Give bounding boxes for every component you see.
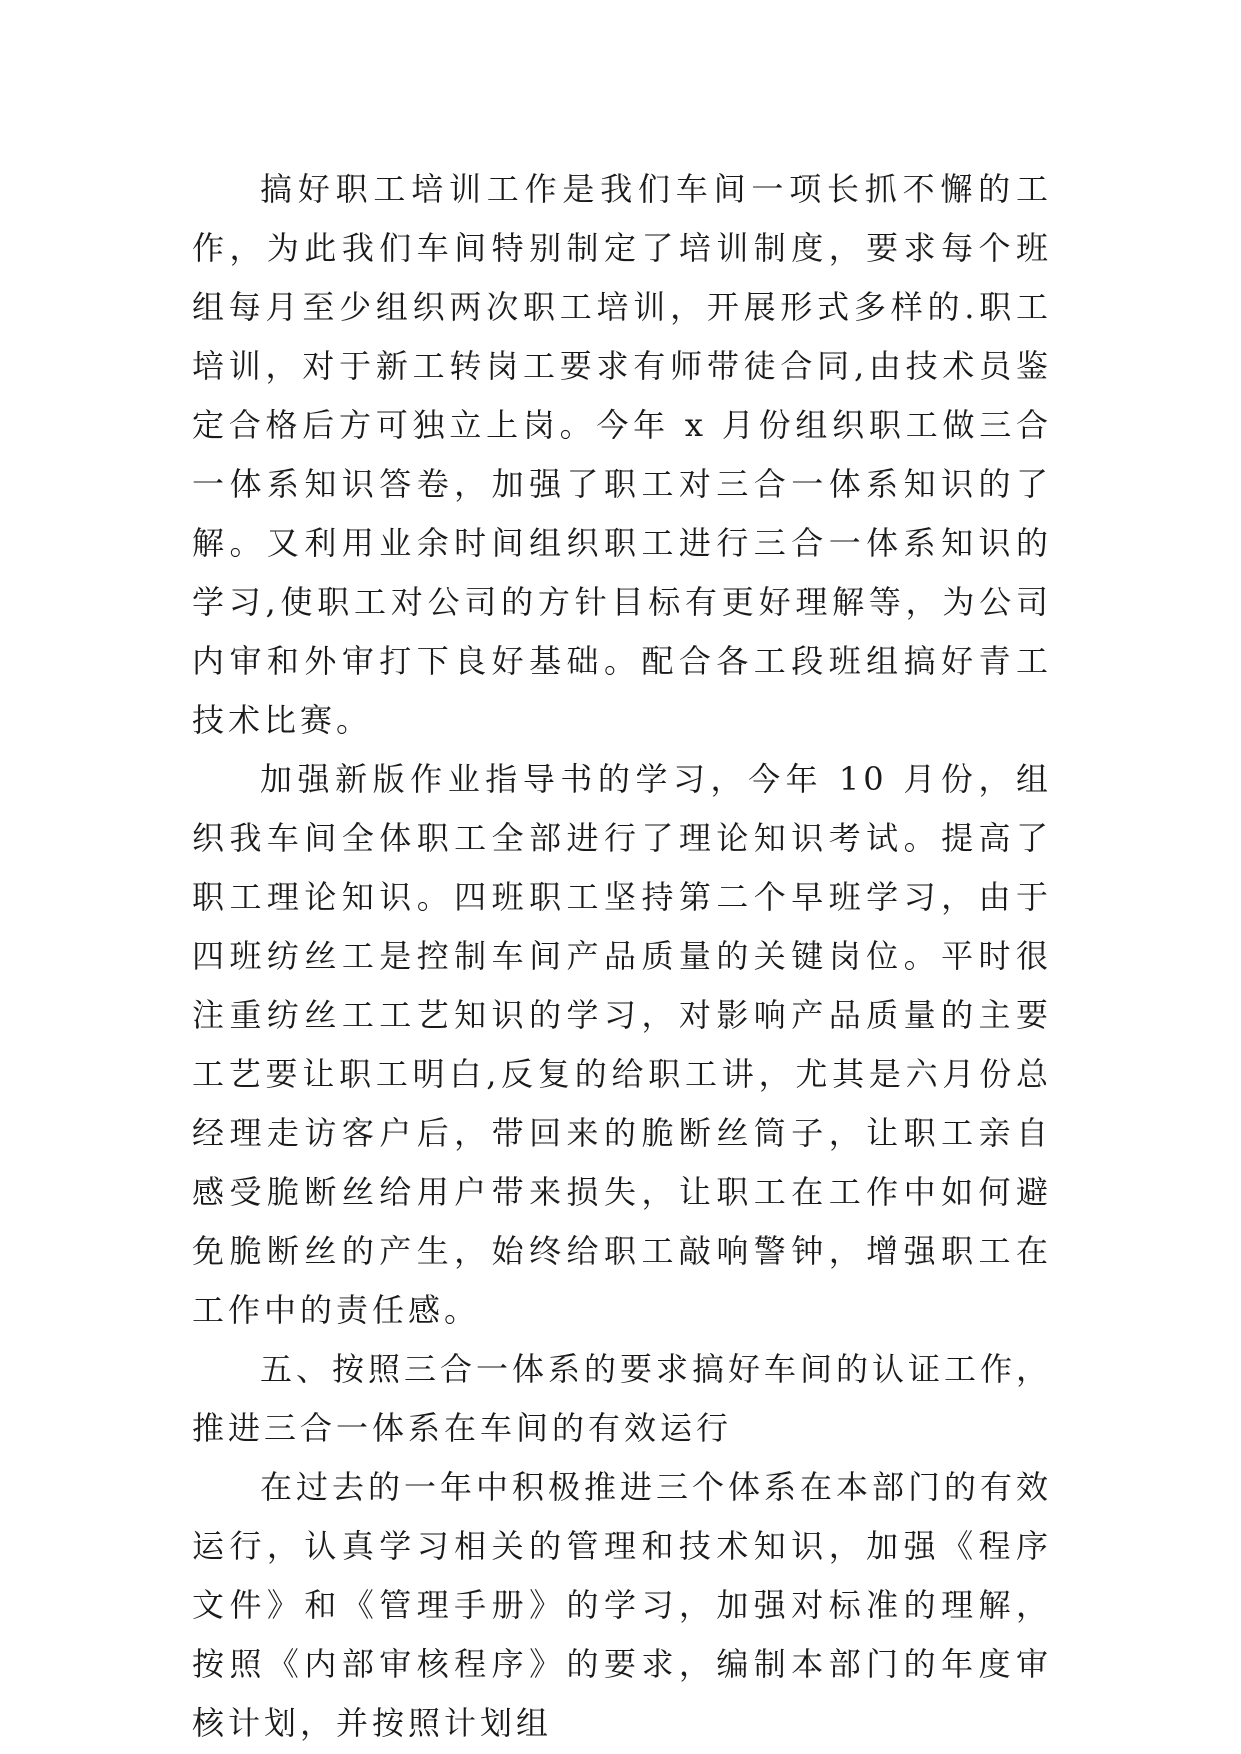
paragraph-work-instruction-study: 加强新版作业指导书的学习，今年 10 月份，组织我车间全体职工全部进行了理论知识考试。提高了职工理论知识。四班职工坚持第二个早班学习，由于四班纺丝工是控制车间产品质量的关键岗位。平时很注重纺丝工工艺知识的学习，对影响产品质量的主要工艺要让职工明白,反复的给职工讲，尤其是六月份总经理走访客户后，带回来的脆断丝筒子，让职工亲自感受脆断丝给用户带来损失，让职工在工作中如何避免脆断丝的产生，始终给职工敲响警钟，增强职工在工作中的责任感。 xyxy=(192,760,1052,1329)
section-heading-five: 五、按照三合一体系的要求搞好车间的认证工作，推进三合一体系在车间的有效运行 xyxy=(192,1350,1053,1447)
document-body xyxy=(192,160,1052,1753)
paragraph-staff-training: 搞好职工培训工作是我们车间一项长抓不懈的工作，为此我们车间特别制定了培训制度，要求每个班组每月至少组织两次职工培训，开展形式多样的.职工培训，对于新工转岗工要求有师带徒合同,由技术员鉴定合格后方可独立上岗。今年 x 月份组织职工做三合一体系知识答卷，加强了职工对三合一体系知识的了解。又利用业余时间组织职工进行三合一体系知识的学习,使职工对公司的方针目标有更好理解等，为公司内审和外审打下良好基础。配合各工段班组搞好青工技术比赛。 xyxy=(192,170,1052,739)
paragraph-system-operation: 在过去的一年中积极推进三个体系在本部门的有效运行，认真学习相关的管理和技术知识，加强《程序文件》和《管理手册》的学习，加强对标准的理解，按照《内部审核程序》的要求，编制本部门的年度审核计划，并按照计划组 xyxy=(192,1468,1053,1742)
